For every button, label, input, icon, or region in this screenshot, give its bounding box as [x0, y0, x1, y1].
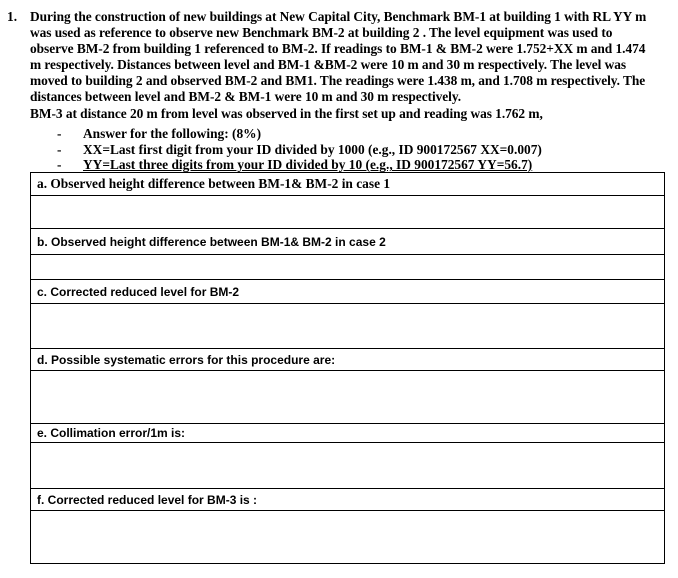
instruction-text: Answer for the following: (8%) [83, 126, 262, 141]
bullet-dash: - [57, 126, 62, 141]
instruction-text: YY=Last three digits from your ID divided by 10 (e.g., ID 900172567 YY=56.7) [83, 157, 533, 172]
question-row-d [31, 349, 665, 371]
question-row-c [31, 280, 665, 304]
answer-row-b [31, 255, 665, 280]
bullet-dash: - [57, 157, 62, 172]
answer-cell-a[interactable] [31, 196, 665, 229]
instruction-item [57, 142, 542, 158]
question-row-a [31, 173, 665, 196]
instruction-text: XX=Last first digit from your ID divided by 1000 (e.g., ID 900172567 XX=0.007) [83, 141, 542, 157]
label-f: f. Corrected reduced level for BM-3 is : [31, 489, 665, 511]
label-e: e. Collimation error/1m is: [31, 424, 665, 443]
answer-cell-e[interactable] [31, 443, 665, 489]
answer-row-e [31, 443, 665, 489]
instruction-list [57, 126, 542, 173]
instruction-item [57, 126, 542, 142]
question-line: was used as reference to observe new Benchmark BM-2 at building 2 . The level equipment was used to [30, 25, 613, 41]
question-line: BM-3 at distance 20 m from level was observed in the first set up and reading was 1.762 m, [30, 105, 543, 121]
question-line: During the construction of new buildings at New Capital City, Benchmark BM-1 at building 1 with RL YY m [30, 9, 647, 24]
question-row-f [31, 489, 665, 511]
question-line: distances between level and BM-2 & BM-1 were 10 m and 30 m respectively. [30, 89, 462, 105]
question-row-b [31, 229, 665, 255]
question-line: m respectively. Distances between level and BM-1 &BM-2 were 10 m and 30 m respectively. The level was [30, 57, 627, 73]
bullet-dash: - [57, 141, 62, 157]
question-line: moved to building 2 and observed BM-2 and BM1. The readings were 1.438 m, and 1.708 m respectively. The [30, 73, 646, 89]
label-b: b. Observed height difference between BM-1& BM-2 in case 2 [31, 229, 665, 255]
answer-row-d [31, 371, 665, 424]
question-row-e [31, 424, 665, 443]
answer-cell-b[interactable] [31, 255, 665, 280]
question-number: 1. [7, 9, 18, 24]
answer-table [30, 172, 665, 564]
label-c: c. Corrected reduced level for BM-2 [31, 280, 665, 304]
answer-row-c [31, 304, 665, 349]
label-a: a. Observed height difference between BM-1& BM-2 in case 1 [31, 173, 665, 196]
answer-cell-d[interactable] [31, 371, 665, 424]
question-text [30, 9, 650, 122]
label-d: d. Possible systematic errors for this procedure are: [31, 349, 665, 371]
answer-row-a [31, 196, 665, 229]
answer-cell-f[interactable] [31, 511, 665, 564]
answer-row-f [31, 511, 665, 564]
question-line: observe BM-2 from building 1 referenced to BM-2. If readings to BM-1 & BM-2 were 1.752+XX m and 1.474 [30, 41, 646, 57]
instruction-item [57, 157, 542, 173]
answer-cell-c[interactable] [31, 304, 665, 349]
